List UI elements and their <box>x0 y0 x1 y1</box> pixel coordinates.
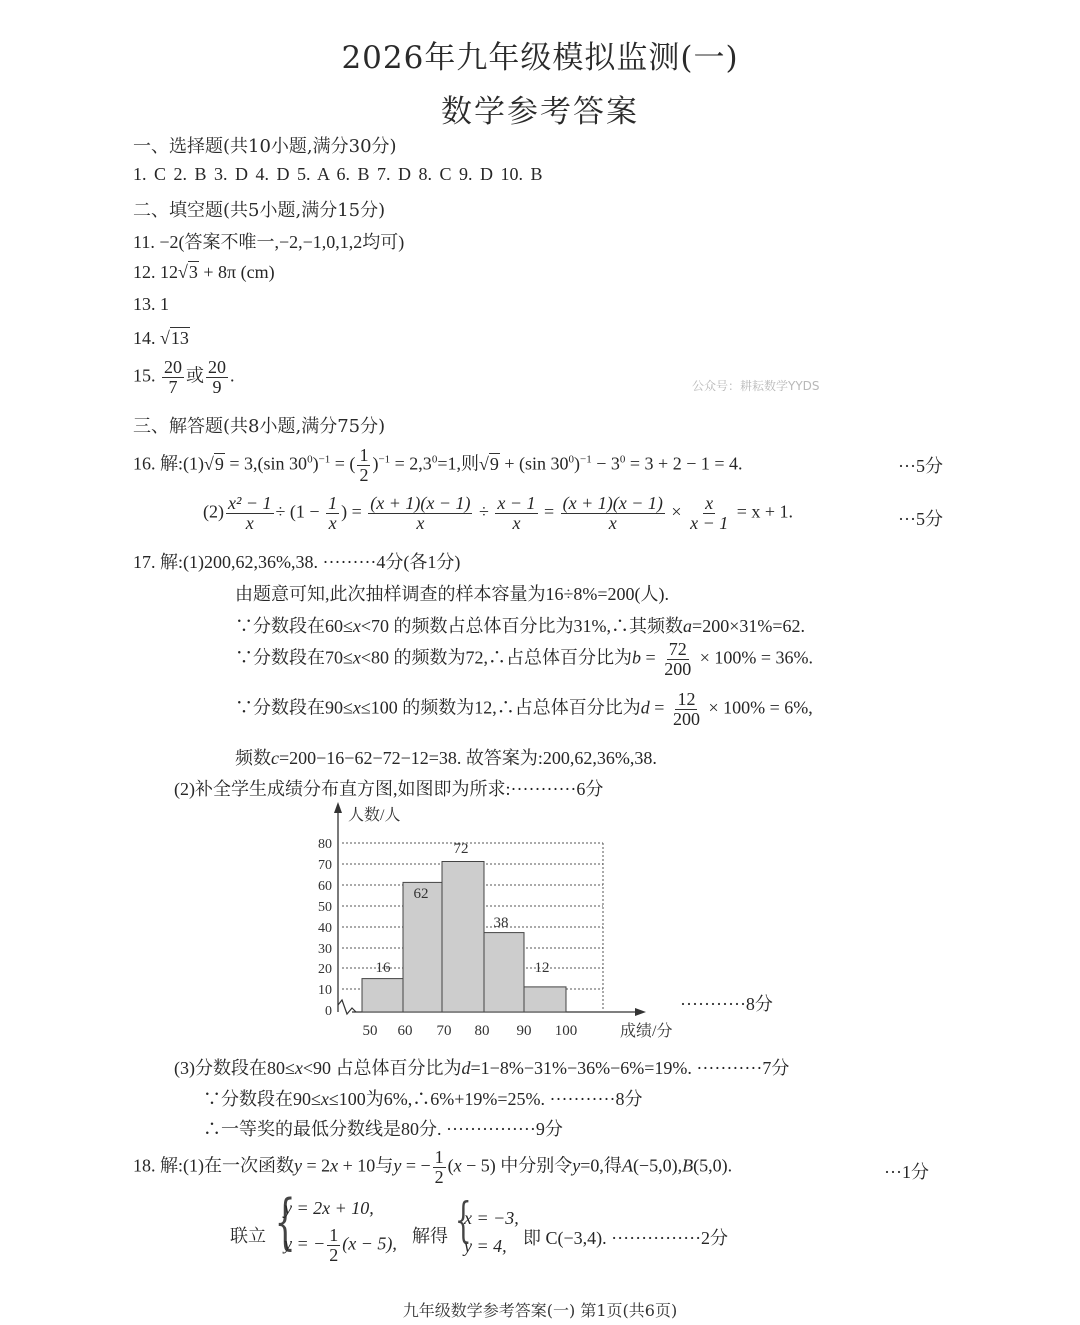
svg-text:60: 60 <box>397 1023 413 1039</box>
q17-part3-line1 <box>174 1054 789 1080</box>
text: = ( <box>330 453 356 474</box>
denominator: x <box>245 512 254 533</box>
x-tick-labels <box>363 1023 578 1039</box>
answer-15-prefix: 15. <box>133 365 160 386</box>
text: = <box>539 501 559 522</box>
text: ∵分数段在60≤ <box>235 616 353 636</box>
superscript: 0 <box>307 453 313 466</box>
text: (−5,0), <box>632 1155 683 1176</box>
page-subtitle: 数学参考答案 <box>441 94 639 130</box>
var-y: y <box>393 1155 402 1176</box>
text: = 2,3 <box>390 453 432 474</box>
text: (x − 5), <box>342 1233 397 1254</box>
q17-part2: (2)补全学生成绩分布直方图,如图即为所求:···········6分 <box>174 779 604 799</box>
text: (5,0). <box>693 1155 733 1176</box>
numerator: 20 <box>164 357 182 377</box>
point-b: B <box>682 1155 694 1176</box>
numerator: 72 <box>668 639 687 659</box>
denominator: x <box>512 512 521 533</box>
period: . <box>230 365 235 386</box>
choice-answers: 1. C 2. B 3. D 4. D 5. A 6. B 7. D 8. C 9. D 10. B <box>133 164 543 184</box>
superscript: 0 <box>568 453 575 466</box>
y-tick-labels <box>318 837 332 1019</box>
text: + 10与 <box>338 1155 394 1176</box>
text: = 3,(sin 30 <box>224 453 308 474</box>
answer-14-prefix: 14. <box>133 328 160 348</box>
q17-line4: ∵分数段在70≤x<80 的频数为72,∴占总体百分比为b = $\frac{72}{200}$ × 100% = 36%. <box>235 639 813 679</box>
var-x: x <box>294 1058 303 1078</box>
denominator: x <box>416 512 425 533</box>
radicand: 9 <box>214 453 224 474</box>
denominator: 2 <box>434 1166 444 1187</box>
section-heading-choice: 一、选择题(共10小题,满分30分) <box>133 136 397 157</box>
fraction <box>561 494 665 533</box>
text: y = − <box>284 1233 326 1254</box>
q18-jiede-label: 解得 <box>412 1226 448 1246</box>
point-a: A <box>621 1155 633 1176</box>
radicand: 3 <box>188 262 198 282</box>
svg-text:100: 100 <box>554 1023 578 1039</box>
superscript: 0 <box>619 453 626 466</box>
left-brace-icon: { <box>274 1187 296 1257</box>
text: <80 的频数为72,∴占总体百分比为 <box>360 647 633 668</box>
svg-text:0: 0 <box>325 1004 332 1019</box>
text: = x + 1. <box>732 501 794 522</box>
sqrt-symbol: √9 <box>204 453 224 474</box>
svg-text:50: 50 <box>362 1023 378 1039</box>
text: 频数 <box>235 748 271 768</box>
sqrt-symbol: √9 <box>478 453 499 474</box>
svg-text:12: 12 <box>534 960 550 976</box>
text: =1,则 <box>437 453 479 474</box>
text: ∵分数段在90≤ <box>203 1089 321 1109</box>
svg-text:60: 60 <box>318 879 332 894</box>
x-axis-arrow-icon <box>635 1008 646 1016</box>
bar-90-100 <box>524 987 566 1012</box>
numerator: 1 <box>434 1147 444 1167</box>
fraction <box>688 494 730 533</box>
text: =0,得 <box>580 1155 622 1176</box>
q17-line6 <box>235 744 657 770</box>
text: =200×31%=62. <box>692 616 805 636</box>
answer-12-suffix: + 8π (cm) <box>198 262 275 282</box>
answer-15 <box>133 358 235 397</box>
bar-80-90 <box>484 933 524 1012</box>
var-a: a <box>683 616 693 636</box>
text: ÷ <box>474 501 494 522</box>
svg-text:90: 90 <box>516 1023 532 1039</box>
q18-result: 即 C(−3,4). ···············2分 <box>523 1228 729 1248</box>
bar-50-60 <box>362 979 403 1012</box>
answer-14 <box>133 328 190 349</box>
fraction <box>327 1226 340 1265</box>
q17-line1: 17. 解:(1)200,62,36%,38. ·········4分(各1分) <box>133 552 461 572</box>
section-heading-solve: 三、解答题(共8小题,满分75分) <box>133 416 386 437</box>
svg-text:70: 70 <box>318 858 332 873</box>
var-x: x <box>330 1155 339 1176</box>
text: ) <box>312 453 319 474</box>
numerator: (x + 1)(x − 1) <box>562 493 663 513</box>
denominator: x − 1 <box>690 512 729 533</box>
q16-label: 16. 解: <box>133 453 184 474</box>
text: ≤100为6%,∴6%+19%=25%. ···········8分 <box>328 1089 643 1109</box>
text: × 100% = 36%. <box>695 647 813 668</box>
text: (3)分数段在80≤ <box>174 1058 295 1078</box>
svg-text:30: 30 <box>318 942 332 957</box>
answer-13: 13. 1 <box>133 294 169 314</box>
fraction <box>368 494 472 533</box>
text: = 2 <box>302 1155 331 1176</box>
denominator: 7 <box>168 376 178 397</box>
numerator: 1 <box>359 445 369 465</box>
svg-text:80: 80 <box>474 1023 490 1039</box>
text: = 3 + 2 − 1 = 4. <box>625 453 743 474</box>
text: ( <box>447 1155 454 1176</box>
svg-text:70: 70 <box>436 1023 452 1039</box>
solution-y: y = 4, <box>464 1236 507 1256</box>
answer-12 <box>133 262 275 283</box>
var-x: x <box>352 647 361 668</box>
var-x: x <box>352 697 361 718</box>
text: ) <box>574 453 581 474</box>
text: <70 的频数占总体百分比为31%,∴其频数 <box>360 616 684 636</box>
fraction <box>226 494 274 533</box>
page-footer: 九年级数学参考答案(一) 第1页(共6页) <box>402 1301 678 1320</box>
denominator: x <box>608 512 617 533</box>
numerator: x² − 1 <box>228 493 272 513</box>
svg-text:40: 40 <box>318 921 332 936</box>
svg-text:72: 72 <box>453 841 469 857</box>
var-d: d <box>640 697 650 718</box>
bar-70-80 <box>442 862 484 1013</box>
part-label: (1) <box>183 453 205 474</box>
numerator: x − 1 <box>497 493 536 513</box>
svg-text:38: 38 <box>493 915 509 931</box>
watermark: 公众号：耕耘数学YYDS <box>692 379 820 393</box>
text: = − <box>401 1155 431 1176</box>
x-axis-label: 成绩/分 <box>620 1023 673 1040</box>
denominator: 9 <box>212 376 222 397</box>
system-eq2 <box>284 1226 397 1265</box>
denominator: 200 <box>664 658 692 679</box>
q16-part2 <box>203 494 793 533</box>
var-d: d <box>461 1058 471 1078</box>
sqrt-symbol: √3 <box>178 262 198 282</box>
fraction <box>326 494 339 533</box>
var-x: x <box>453 1155 462 1176</box>
fraction <box>206 358 228 397</box>
fraction <box>662 640 693 679</box>
q18-line1 <box>133 1148 732 1187</box>
radicand: 9 <box>489 453 499 474</box>
q17-line5: ∵分数段在90≤x≤100 的频数为12,∴占总体百分比为d = $\frac{12}{200}$ × 100% = 6%, <box>235 689 813 729</box>
text: ÷ (1 − <box>275 501 325 522</box>
var-x: x <box>320 1089 329 1109</box>
superscript: 0 <box>431 453 438 466</box>
var-c: c <box>271 748 279 768</box>
q18-line1-score: ···1分 <box>884 1162 929 1182</box>
q17-line3 <box>235 612 805 638</box>
q17-chart-score: ···········8分 <box>680 994 773 1014</box>
var-y: y <box>572 1155 581 1176</box>
superscript: −1 <box>378 453 391 466</box>
fraction <box>357 446 370 485</box>
svg-text:50: 50 <box>318 900 332 915</box>
system-eq1: y = 2x + 10, <box>284 1198 374 1218</box>
q18-lianli-label: 联立 <box>230 1226 266 1246</box>
fraction <box>162 358 184 397</box>
q16-part2-score: ···5分 <box>898 509 943 529</box>
section-heading-fill: 二、填空题(共5小题,满分15分) <box>133 200 386 221</box>
answer-12-prefix: 12. 12 <box>133 262 178 282</box>
bars <box>362 862 566 1013</box>
denominator: 2 <box>359 464 369 485</box>
q17-part3-line3: ∴一等奖的最低分数线是80分. ···············9分 <box>203 1119 563 1139</box>
text: × 100% = 6%, <box>703 697 813 718</box>
text: ≤100 的频数为12,∴占总体百分比为 <box>360 697 641 718</box>
text: × <box>666 501 687 522</box>
q17-line2: 由题意可知,此次抽样调查的样本容量为16÷8%=200(人). <box>235 584 670 604</box>
var-b: b <box>632 647 642 668</box>
var-x: x <box>352 616 361 636</box>
text: =1−8%−31%−36%−6%=19%. ···········7分 <box>470 1058 790 1078</box>
y-axis-arrow-icon <box>334 802 342 813</box>
text: − 5) 中分别令 <box>461 1155 573 1176</box>
numerator: 12 <box>677 689 696 709</box>
text: <90 占总体百分比为 <box>302 1058 462 1078</box>
numerator: 1 <box>328 493 338 513</box>
numerator: 20 <box>208 357 226 377</box>
denominator: 2 <box>329 1244 339 1265</box>
svg-text:20: 20 <box>318 962 332 977</box>
sqrt-symbol: √13 <box>160 328 189 348</box>
left-brace-icon: { <box>454 1192 472 1248</box>
page-title: 2026年九年级模拟监测(一) <box>341 40 739 76</box>
svg-text:16: 16 <box>375 960 391 976</box>
superscript: −1 <box>580 453 592 466</box>
q16-part1-score: ···5分 <box>898 456 943 476</box>
text: + (sin 30 <box>499 453 569 474</box>
solution-x: x = −3, <box>464 1208 519 1228</box>
text: ) <box>372 453 379 474</box>
y-axis-label: 人数/人 <box>348 807 401 824</box>
numerator: x <box>705 493 714 513</box>
text: ∵分数段在70≤ <box>235 647 353 668</box>
fraction <box>433 1148 446 1187</box>
svg-text:10: 10 <box>318 983 332 998</box>
svg-text:62: 62 <box>413 886 429 902</box>
text: ∵分数段在90≤ <box>235 697 353 718</box>
radicand: 13 <box>170 328 189 348</box>
numerator: 1 <box>329 1225 339 1245</box>
superscript: −1 <box>318 453 331 466</box>
text: − 3 <box>591 453 620 474</box>
or-text: 或 <box>186 365 204 386</box>
part-label: (2) <box>203 501 224 522</box>
fraction <box>671 690 702 729</box>
q16-part1 <box>133 446 743 485</box>
answer-11: 11. −2(答案不唯一,−2,−1,0,1,2均可) <box>133 232 405 252</box>
var-y: y <box>294 1155 302 1176</box>
denominator: 200 <box>672 708 700 729</box>
text: =200−16−62−72−12=38. 故答案为:200,62,36%,38. <box>279 748 657 768</box>
numerator: (x + 1)(x − 1) <box>370 493 471 513</box>
fraction <box>495 494 537 533</box>
denominator: x <box>328 512 337 533</box>
q17-part3-line2 <box>203 1085 642 1111</box>
text: 18. 解:(1)在一次函数 <box>133 1155 294 1176</box>
text: ) = <box>341 501 367 522</box>
svg-text:80: 80 <box>318 837 332 852</box>
